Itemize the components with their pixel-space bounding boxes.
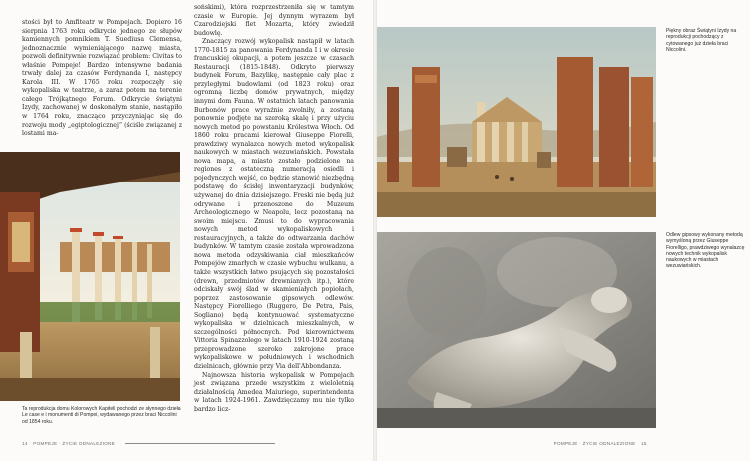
footer-left bbox=[22, 441, 279, 446]
caption-right-bottom: Odlew gipsowy wykonany metodą wymyśloną przez Giuseppe Fiorelligo, prawdziwego wynalazcę nowych technik wykopalisk naukowych w miastach wezuwiańskich. bbox=[666, 232, 745, 270]
illustration-temple-of-isis bbox=[377, 27, 656, 217]
photo-plaster-cast bbox=[377, 232, 656, 428]
footer-right bbox=[552, 441, 651, 446]
right-page bbox=[377, 0, 750, 461]
footer-rule bbox=[125, 443, 275, 444]
left-page bbox=[0, 0, 373, 461]
text-column-1 bbox=[22, 19, 182, 139]
caption-right-top: Piękny obraz Świątyni Izydy na reprodukcji pochodzący z cytowanego już dzieła braci Niccolini. bbox=[666, 28, 737, 53]
caption-left: Ta reprodukcja domu Kolorowych Kapiteli pochodzi ze słynnego dzieła Le case e i monumenti di Pompei, wydawanego przez braci Niccolini od 1854 roku. bbox=[22, 406, 181, 425]
illustration-house-of-colored-capitals bbox=[0, 152, 180, 401]
body-paragraph: stości był to Amfiteatr w Pompejach. Dopiero 16 sierpnia 1763 roku odkrycie jednego ze słupów kamiennych pomnikiem T. Suediusa Clemensa, jednoznacznie wymieniającego nazwę miasta, pozwoli definitywnie rozwiązać problem: Civitas to właśnie Pompeje! Bardzo intensywne badania trwały dalej za czasów Ferdynanda I, następcy Karola III. W 1765 roku rozpoczęły się wykopaliska w teatrze, a zaraz potem na terenie całego Trójkątnego Forum. Odkrycie świątyni Izydy, zachowanej w doskonałym stanie, nastąpiło w 1764 roku, znacząco przyczyniając się do rozwoju mody „egiptologicznej” (ściśle związanej z lostami ma- bbox=[22, 19, 182, 138]
running-title: POMPEJE · ŻYCIE ODNALEZIONE bbox=[553, 441, 636, 446]
text-column-2 bbox=[194, 4, 354, 414]
page-number: 14 bbox=[22, 441, 28, 446]
page-number: 15 bbox=[641, 441, 647, 446]
body-paragraph: Najnowsza historia wykopalisk w Pompejach jest związana przede wszystkim z wieloletnią działalnością Amedea Maiuriego, superintendenta w latach 1924-1961. Zawdzięczamy mu nie tylko bardzo licz- bbox=[194, 371, 354, 413]
body-paragraph: sońskimi), która rozprzestrzeniła się w tamtym czasie w Europie. Jej dynnym wyrazem był Czarodziejski flet Mozarta, który zwiedził budowlę. bbox=[194, 4, 354, 37]
body-paragraph: Znaczący rozwój wykopalisk nastąpił w latach 1770-1815 za panowania Ferdynanda I i w okresie francuskiej okupacji, a potem jeszcze w czasach Restauracji (1815-1848). Odkryto pierwszy budynek Forum, Bazylikę, następnie cały plac z przyległymi budowlami (od 1823 roku) oraz ogromną liczbę domów prywatnych, między innymi dom Fauna. W ostatnich latach panowania Burbonów prace wyraźnie zwolniły, a zostaną ponownie podjęte na szeroką skalę i przy użyciu nowych metod po powstaniu Królestwa Włoch. Od 1860 roku pracami kierował Giuseppe Fiorelli, prawdziwy wynalazca nowych metod wykopalisk naukowych w miastach wezuwiańskich. Powstała nowa mapa, a miasto zostało podzielone na regiones z ostateczną numeracją osiedli i pojedynczych wejść, co będzie stanowić niezbędną podstawę do ścisłej inwentaryzacji budynków, używanej do dnia dzisiejszego. Freski nie będą już odrywane i przenoszone do Muzeum Archeologicznego w Neapolu, lecz pozostaną na swoim miejscu. Zmusi to do wypracowania nowych metod wykopaliskowych i restauracyjnych, a także do odtwarzania dachów budynków. W tamtym czasie została wprowadzona nowa metoda odzyskiwania ciał mieszkańców Pompejów zmarłych w czasie wybuchu wulkanu, a także wszystkich łatwo psujących się pozostałości (drewn, przedmiotów drewnianych itp.), które odciskały swój ślad w skamieniałych popiołach, poprzez zastosowanie gipsowych odlewów. Następcy Fiorelliego (Ruggero, De Petra, Pais, Sogliano) będą kontynuować systematyczne wykopaliska w dzielnicach mieszkalnych, w szczególności północnych. Pod kierownictwem Vittoria Spinazzolego w latach 1910-1924 zostaną przeprowadzone szeroko zakrojone prace wykopaliskowe w południowych i wschodnich dzielnicach, głównie przy Via dell'Abbondanza. bbox=[194, 38, 354, 370]
running-title: POMPEJE · ŻYCIE ODNALEZIONE bbox=[33, 441, 116, 446]
